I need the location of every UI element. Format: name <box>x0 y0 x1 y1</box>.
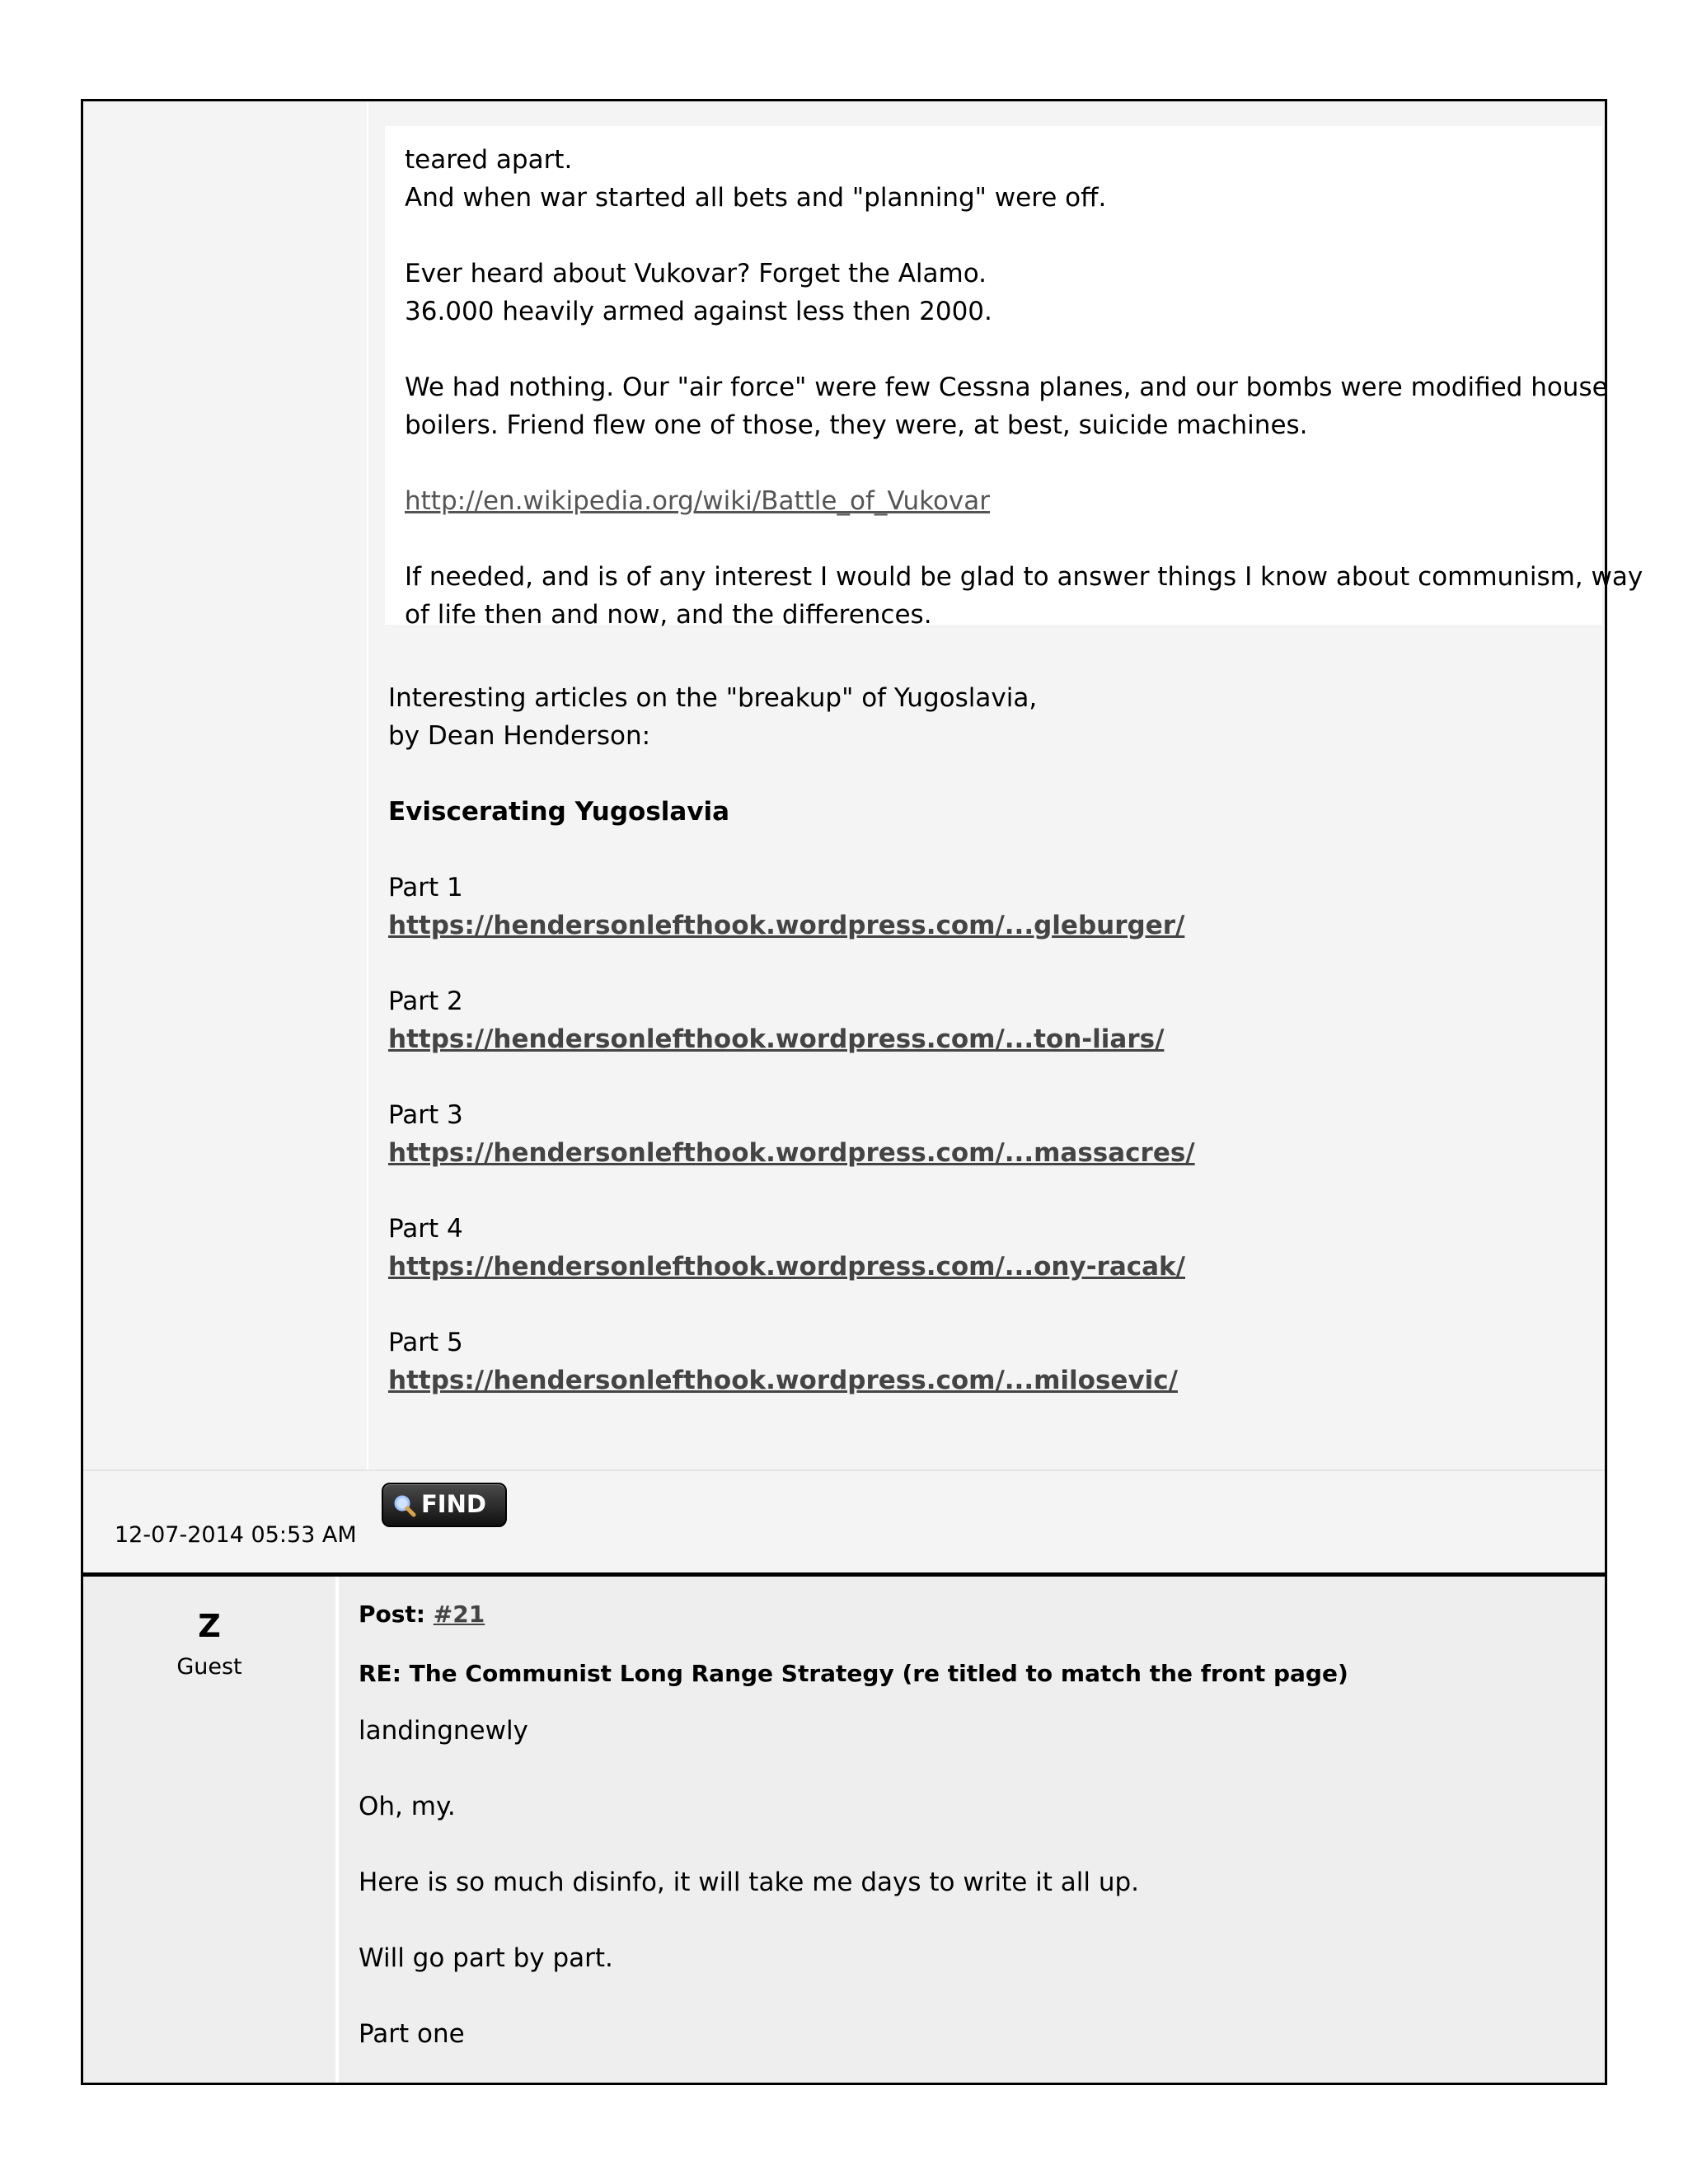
post-number-line <box>359 1598 485 1631</box>
quote-line: 36.000 heavily armed against less then 2000. <box>405 297 992 326</box>
find-button-label: FIND <box>421 1490 486 1518</box>
quote-line: Ever heard about Vukovar? Forget the Alamo. <box>405 259 987 288</box>
quote-line: If needed, and is of any interest I would be glad to answer things I know about communism, way <box>405 562 1643 592</box>
author-name[interactable]: Z <box>198 1608 221 1644</box>
wikipedia-link[interactable]: http://en.wikipedia.org/wiki/Battle_of_Vukovar <box>405 486 991 516</box>
article-link[interactable]: https://hendersonlefthook.wordpress.com/...massacres/ <box>388 1138 1195 1168</box>
forum-post <box>83 101 1643 1572</box>
article-link[interactable]: https://hendersonlefthook.wordpress.com/...milosevic/ <box>388 1366 1178 1395</box>
part-label: Part 1 <box>388 873 463 902</box>
intro-text: by Dean Henderson: <box>388 721 651 751</box>
post-content <box>339 1577 1605 2083</box>
intro-text: Interesting articles on the "breakup" of Yugoslavia, <box>388 683 1038 713</box>
quote-line: of life then and now, and the differences. <box>405 600 932 630</box>
magnifier-icon <box>393 1494 416 1517</box>
post-number-link[interactable]: #21 <box>433 1601 485 1628</box>
author-role: Guest <box>176 1654 242 1680</box>
post-text-line: Will go part by part. <box>359 1943 613 1973</box>
forum-thread-frame <box>81 99 1643 2085</box>
quote-line: boilers. Friend flew one of those, they were, at best, suicide machines. <box>405 410 1308 440</box>
quote-line: And when war started all bets and "planning" were off. <box>405 183 1107 213</box>
find-button[interactable] <box>382 1483 507 1527</box>
post-text-line: Here is so much disinfo, it will take me days to write it all up. <box>359 1868 1140 1897</box>
part-label: Part 3 <box>388 1100 463 1130</box>
post-subject: RE: The Communist Long Range Strategy (re titled to match the front page) <box>359 1660 1348 1687</box>
quote-line: We had nothing. Our "air force" were few Cessna planes, and our bombs were modified house <box>405 373 1608 402</box>
post-date: 12-07-2014 05:53 AM <box>115 1522 357 1548</box>
quote-block <box>385 126 1643 630</box>
post-author-column <box>83 1577 335 2083</box>
article-link[interactable]: https://hendersonlefthook.wordpress.com/...gleburger/ <box>388 911 1185 940</box>
articles-heading: Eviscerating Yugoslavia <box>388 797 730 827</box>
part-label: Part 2 <box>388 987 463 1016</box>
article-link[interactable]: https://hendersonlefthook.wordpress.com/...ony-racak/ <box>388 1252 1185 1282</box>
post-text-line: landingnewly <box>359 1716 528 1746</box>
part-label: Part 5 <box>388 1328 463 1357</box>
post-text-line: Oh, my. <box>359 1792 456 1821</box>
part-label: Part 4 <box>388 1214 463 1244</box>
post-label: Post: <box>359 1601 426 1628</box>
post-author-column <box>83 101 367 1469</box>
post-footer <box>83 1469 1605 1574</box>
quote-line: teared apart. <box>405 145 573 175</box>
post-text-line: Part one <box>359 2019 465 2049</box>
article-link[interactable]: https://hendersonlefthook.wordpress.com/...ton-liars/ <box>388 1024 1165 1054</box>
forum-post <box>83 1577 1605 2083</box>
post-content <box>368 101 1643 1469</box>
